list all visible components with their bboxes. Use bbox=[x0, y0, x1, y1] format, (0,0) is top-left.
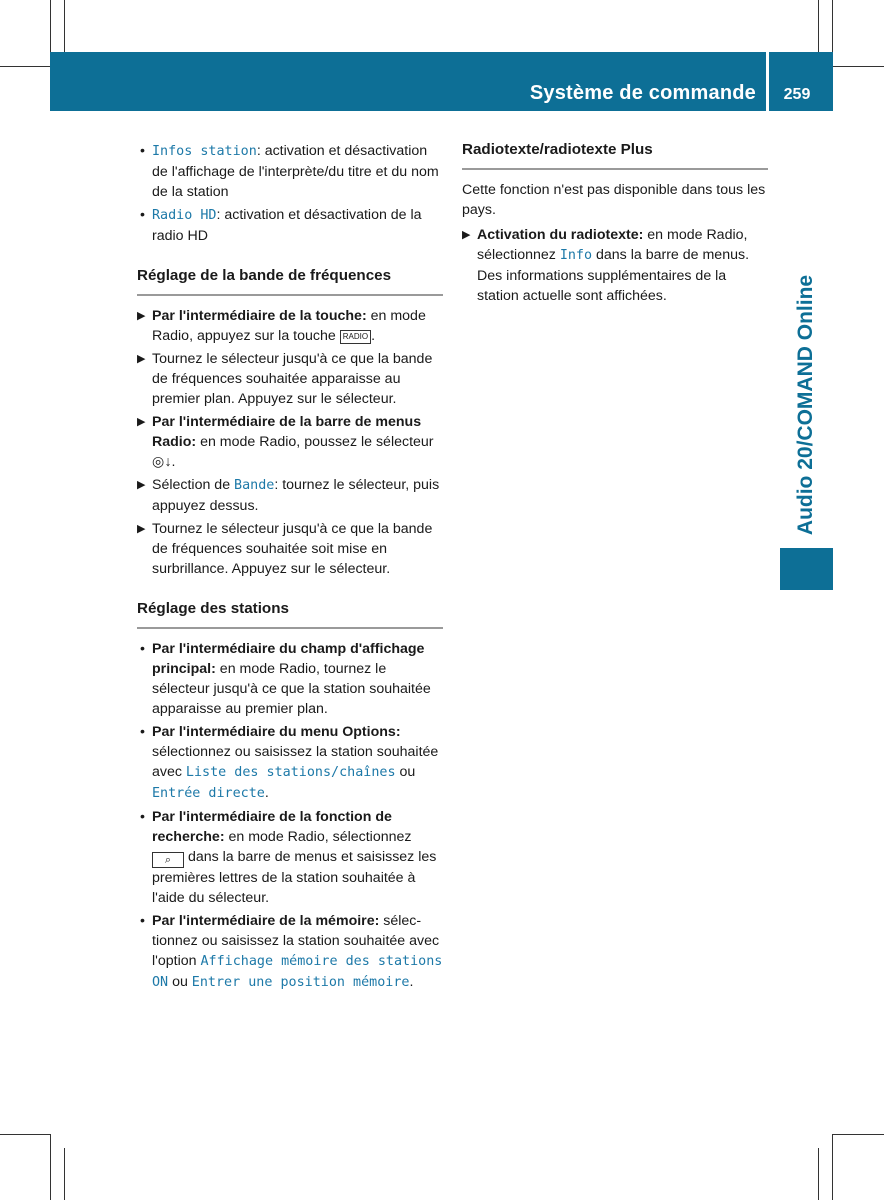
menu-term: Entrée directe bbox=[152, 786, 265, 801]
item-text: sélectionnez ou saisissez la station souhaitée avec l'option bbox=[152, 913, 440, 969]
instruction-step bbox=[137, 306, 443, 346]
instruction-step bbox=[137, 475, 443, 516]
crop-mark bbox=[833, 1134, 884, 1135]
bullet-icon: • bbox=[140, 809, 145, 825]
item-text: ou bbox=[395, 764, 416, 780]
item-text: en mode Radio, tournez le sélecteur jusqu'à ce que la station souhaitée apparaisse au premier plan. bbox=[152, 661, 431, 717]
controller-push-icon: ◎↓ bbox=[152, 454, 172, 470]
instruction-step bbox=[137, 349, 443, 409]
item-tail: . bbox=[264, 785, 269, 801]
crop-mark bbox=[64, 1148, 65, 1200]
item-text: : activation et désactivation de l'affichage de l'interprète/du titre et du nom de la station bbox=[152, 143, 439, 200]
step-text: en mode Radio, sélectionnez bbox=[477, 227, 748, 263]
step-lead: Par l'intermédiaire de la barre de menus Radio: bbox=[152, 414, 422, 450]
item-tail: dans la barre de menus et saisissez les premières lettres de la station souhaitée à l'aide du sélecteur. bbox=[152, 849, 437, 906]
menu-term: Affichage mémoire des stations ON bbox=[152, 954, 443, 990]
item-text: ou bbox=[168, 974, 192, 990]
arrow-icon: ▶ bbox=[137, 310, 146, 322]
list-item bbox=[137, 205, 443, 246]
step-text: Tournez le sélecteur jusqu'à ce que la bande de fréquences souhaitée apparaisse au premier plan. Appuyez sur le sélecteur. bbox=[152, 351, 433, 407]
crop-mark bbox=[0, 1134, 50, 1135]
step-tail: . bbox=[171, 454, 176, 470]
page-number-box bbox=[769, 52, 833, 111]
item-lead: Par l'intermédiaire de la mémoire: bbox=[152, 913, 380, 929]
item-tail: . bbox=[409, 974, 414, 990]
arrow-icon: ▶ bbox=[137, 523, 146, 535]
crop-mark bbox=[833, 66, 884, 67]
crop-mark bbox=[50, 0, 51, 52]
bullet-icon: • bbox=[140, 207, 145, 223]
step-text: en mode Radio, appuyez sur la touche bbox=[152, 308, 426, 344]
crop-mark bbox=[64, 0, 65, 52]
page-title: Système de commande bbox=[529, 82, 756, 104]
step-tail: : tournez le sélecteur, puis appuyez dessus. bbox=[152, 477, 440, 514]
step-lead: Activation du radiotexte: bbox=[477, 227, 644, 243]
step-text: en mode Radio, poussez le sélecteur bbox=[196, 434, 434, 450]
step-text: Sélection de bbox=[152, 477, 235, 493]
left-column bbox=[137, 141, 443, 996]
crop-mark bbox=[0, 66, 50, 67]
item-lead: Par l'intermédiaire du champ d'affichage principal: bbox=[152, 641, 425, 677]
item-lead: Par l'intermédiaire du menu Options: bbox=[152, 724, 401, 740]
menu-term: Bande bbox=[234, 478, 275, 493]
bullet-icon: • bbox=[140, 641, 145, 657]
menu-term: Infos station bbox=[152, 144, 257, 159]
menu-term: Radio HD bbox=[152, 208, 217, 223]
menu-term: Info bbox=[559, 248, 593, 263]
list-item bbox=[137, 722, 443, 804]
page-header bbox=[50, 52, 766, 111]
item-text: en mode Radio, sélectionnez bbox=[224, 829, 412, 845]
list-item bbox=[137, 807, 443, 908]
arrow-icon: ▶ bbox=[462, 229, 471, 241]
step-tail: . bbox=[371, 328, 376, 344]
crop-mark bbox=[818, 1148, 819, 1200]
step-text: Tournez le sélecteur jusqu'à ce que la bande de fréquences souhaitée soit mise en surbrillance. Appuyez sur le sélecteur. bbox=[152, 521, 433, 577]
right-column bbox=[462, 140, 768, 309]
search-icon: ⌕ bbox=[152, 852, 184, 868]
instruction-step bbox=[462, 225, 768, 306]
section-heading: Radiotexte/radiotexte Plus bbox=[462, 140, 768, 170]
arrow-icon: ▶ bbox=[137, 416, 146, 428]
menu-term: Liste des stations/chaînes bbox=[185, 765, 396, 780]
section-heading: Réglage des stations bbox=[137, 599, 443, 629]
step-lead: Par l'intermédiaire de la touche: bbox=[152, 308, 367, 324]
item-text: : activation et désactivation de la radio HD bbox=[152, 207, 422, 244]
crop-mark bbox=[818, 0, 819, 52]
chapter-tab-label: Audio 20/COMAND Online bbox=[794, 274, 817, 536]
chapter-tab-marker bbox=[780, 548, 833, 590]
section-heading: Réglage de la bande de fréquences bbox=[137, 266, 443, 296]
crop-mark bbox=[50, 1134, 51, 1200]
menu-term: Entrer une position mémoire bbox=[191, 975, 410, 990]
item-lead: Par l'intermédiaire de la fonction de recherche: bbox=[152, 809, 392, 845]
instruction-step bbox=[137, 412, 443, 472]
page-number: 259 bbox=[783, 86, 811, 103]
list-item bbox=[137, 639, 443, 719]
bullet-icon: • bbox=[140, 143, 145, 159]
arrow-icon: ▶ bbox=[137, 479, 146, 491]
item-text: sélectionnez ou saisissez la station souhaitée avec bbox=[152, 744, 439, 780]
bullet-icon: • bbox=[140, 724, 145, 740]
radio-key-icon: RADIO bbox=[340, 330, 371, 344]
crop-mark bbox=[832, 1134, 833, 1200]
list-item bbox=[137, 911, 443, 993]
bullet-icon: • bbox=[140, 913, 145, 929]
arrow-icon: ▶ bbox=[137, 353, 146, 365]
crop-mark bbox=[832, 0, 833, 52]
step-tail: dans la barre de menus. Des informations supplémentaires de la station actuelle sont affichées. bbox=[477, 247, 750, 304]
paragraph: Cette fonction n'est pas disponible dans tous les pays. bbox=[462, 182, 766, 218]
list-item bbox=[137, 141, 443, 202]
instruction-step bbox=[137, 519, 443, 579]
